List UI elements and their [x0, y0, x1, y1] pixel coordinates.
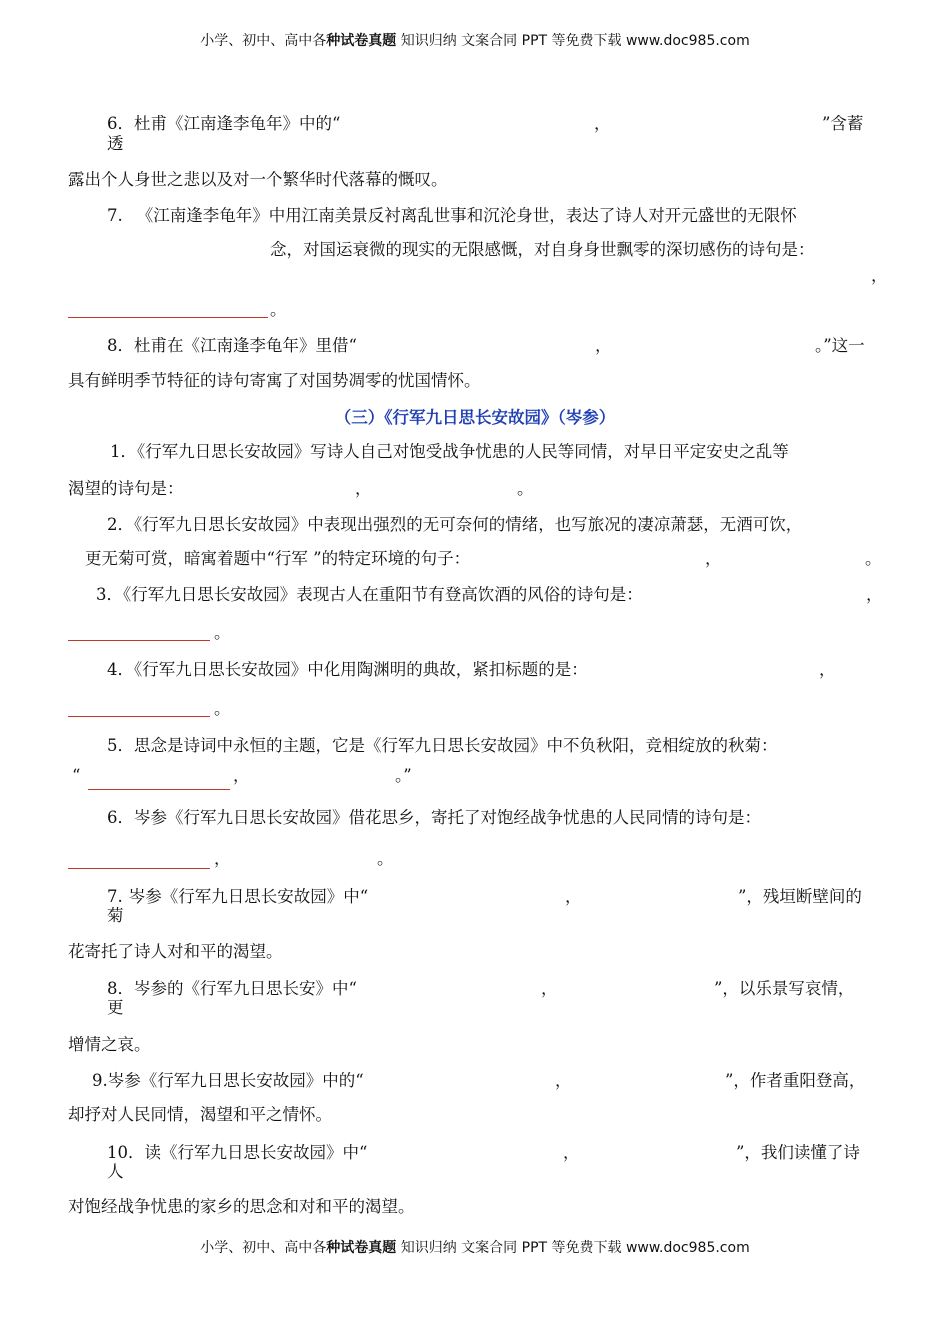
s3-q6-num: 6．	[107, 808, 134, 827]
s3-q10-num: 10．	[107, 1143, 145, 1162]
s2-q6-num: 6．	[107, 114, 134, 133]
footer-text-1: 小学、初中、高中各	[200, 1240, 327, 1256]
s3-q1-text-b: 渴望的诗句是：	[68, 479, 184, 498]
s3-q9-num: 9.	[92, 1071, 108, 1090]
s3-q7-line1	[107, 887, 368, 907]
s3-q5-answer-blank[interactable]	[88, 789, 230, 790]
s3-q6-comma: ，	[214, 849, 231, 868]
s3-q8-line1	[107, 979, 357, 999]
s2-q8-line1	[107, 336, 357, 356]
s2-q8-comma: ，	[595, 336, 612, 355]
s3-q6-end: 。	[377, 849, 394, 868]
s3-q10-text-a: 读《行军九日思长安故园》中“	[144, 1143, 368, 1162]
s2-q6-text-a: 杜甫《江南逢李龟年》中的“	[134, 114, 341, 133]
s3-q4-end: 。	[214, 699, 231, 718]
s3-q10-text-b: ”，我们读懂了诗	[736, 1143, 860, 1162]
s3-q1-text-a: 《行军九日思长安故园》写诗人自己对饱受战争忧患的人民等同情，对早日平定安史之乱等	[137, 442, 789, 461]
s2-q7-comma: ，	[871, 266, 888, 285]
s3-q4-answer-blank[interactable]	[68, 716, 210, 717]
s3-q3-line1	[96, 585, 643, 605]
s3-q9-text-c: 却抒对人民同情，渴望和平之情怀。	[68, 1105, 332, 1124]
s3-q7-comma: ，	[565, 887, 582, 906]
s3-q5-end: 。”	[395, 766, 412, 785]
s3-q6-answer-blank[interactable]	[68, 868, 210, 869]
s3-q8-text-b: ”，以乐景写哀情，	[714, 979, 855, 998]
footer-site-link[interactable]: www.doc985.com	[625, 1240, 750, 1256]
s3-q4-text-a: 《行军九日思长安故园》中化用陶渊明的典故，紧扣标题的是：	[134, 660, 588, 679]
s3-q5-num: 5．	[107, 736, 134, 755]
s3-q10-text-c: 人	[107, 1162, 124, 1181]
s3-q9-text-b: ”，作者重阳登高，	[725, 1071, 866, 1090]
s3-q2-line1	[107, 515, 802, 535]
s3-q1-num: 1．	[110, 442, 137, 461]
s3-q2-text-a: 《行军九日思长安故园》中表现出强烈的无可奈何的情绪，也写旅况的凄凉萧瑟，无酒可饮，	[134, 515, 803, 534]
s3-q8-text-a: 岑参的《行军九日思长安》中“	[134, 979, 357, 998]
s3-q7-text-b: ”，残垣断壁间的	[738, 887, 862, 906]
s3-q6-line1	[107, 808, 761, 828]
s3-q1-end: 。	[517, 479, 534, 498]
s3-q9-text-a: 岑参《行军九日思长安故园》中的“	[107, 1071, 364, 1090]
s3-q2-text-b: 更无菊可赏，暗寓着题中“行军 ”的特定环境的句子：	[85, 549, 471, 568]
s2-q7-text-b: 念，对国运衰微的现实的无限感慨，对自身身世飘零的深切感伤的诗句是：	[270, 240, 815, 259]
s3-q7-text-a: 岑参《行军九日思长安故园》中“	[128, 887, 369, 906]
s2-q8-text-c: 具有鲜明季节特征的诗句寄寓了对国势凋零的忧国情怀。	[68, 371, 481, 390]
s3-q4-line1	[107, 660, 588, 680]
s3-q7-num: 7.	[107, 887, 123, 906]
header-text-1: 小学、初中、高中各	[200, 33, 327, 49]
section3-heading: （三）《行军九日思长安故园》（岑参）	[334, 408, 616, 427]
s2-q8-text-b: 。”这一	[815, 336, 865, 355]
s3-q9-line1	[92, 1071, 364, 1091]
s3-q5-open-quote: “	[72, 766, 81, 785]
s2-q6-text-c: 透	[107, 134, 124, 153]
header-text-3: 知识归纳 文案合同 PPT 等免费下载	[396, 33, 626, 49]
s3-q4-comma: ，	[819, 660, 836, 679]
s3-q9-comma: ，	[555, 1071, 572, 1090]
footer-text-3: 知识归纳 文案合同 PPT 等免费下载	[396, 1240, 626, 1256]
s2-q8-text-a: 杜甫在《江南逢李龟年》里借“	[134, 336, 357, 355]
s3-q2-end: 。	[865, 549, 882, 568]
s3-q1-line1	[110, 442, 789, 462]
s2-q6-line1	[107, 114, 340, 134]
s3-q1-comma: ，	[355, 479, 372, 498]
page-footer	[0, 1237, 950, 1257]
s3-q8-text-d: 增情之哀。	[68, 1035, 151, 1054]
s2-q6-comma: ，	[594, 114, 611, 133]
s3-q8-comma: ，	[541, 979, 558, 998]
s3-q4-num: 4．	[107, 660, 134, 679]
header-text-2: 种试卷真题	[326, 33, 397, 49]
header-site-link[interactable]: www.doc985.com	[625, 33, 750, 49]
s2-q8-num: 8．	[107, 336, 134, 355]
s3-q2-num: 2．	[107, 515, 134, 534]
s3-q3-comma: ，	[866, 585, 883, 604]
s3-q3-text-a: 《行军九日思长安故园》表现古人在重阳节有登高饮酒的风俗的诗句是：	[123, 585, 643, 604]
footer-text-2: 种试卷真题	[326, 1240, 397, 1256]
s2-q7-end: 。	[270, 300, 287, 319]
s2-q7-answer-blank[interactable]	[68, 317, 268, 318]
s2-q7-line1	[107, 206, 797, 226]
s2-q6-text-d: 露出个人身世之悲以及对一个繁华时代落幕的慨叹。	[68, 170, 448, 189]
s3-q10-comma: ，	[563, 1143, 580, 1162]
s3-q8-text-c: 更	[107, 998, 124, 1017]
s3-q3-end: 。	[214, 623, 231, 642]
s3-q6-text-a: 岑参《行军九日思长安故园》借花思乡，寄托了对饱经战争忧患的人民同情的诗句是：	[134, 808, 761, 827]
s3-q10-line1	[107, 1143, 367, 1163]
s3-q5-comma: ，	[233, 766, 250, 785]
s2-q7-num: 7.	[107, 206, 123, 225]
s3-q3-num: 3．	[96, 585, 123, 604]
s3-q8-num: 8．	[107, 979, 134, 998]
s3-q10-text-d: 对饱经战争忧患的家乡的思念和对和平的渴望。	[68, 1197, 415, 1216]
s3-q5-text-a: 思念是诗词中永恒的主题，它是《行军九日思长安故园》中不负秋阳，竞相绽放的秋菊：	[134, 736, 778, 755]
s3-q3-answer-blank[interactable]	[68, 640, 210, 641]
s3-q7-text-d: 花寄托了诗人对和平的渴望。	[68, 942, 283, 961]
s3-q2-comma: ，	[705, 549, 722, 568]
s3-q5-line1	[107, 736, 778, 756]
page-header	[0, 30, 950, 50]
s2-q7-text-a: 《江南逢李龟年》中用江南美景反衬离乱世事和沉沦身世，表达了诗人对开元盛世的无限怀	[136, 206, 797, 225]
s2-q6-text-b: ”含蓄	[822, 114, 864, 133]
s3-q7-text-c: 菊	[107, 906, 124, 925]
